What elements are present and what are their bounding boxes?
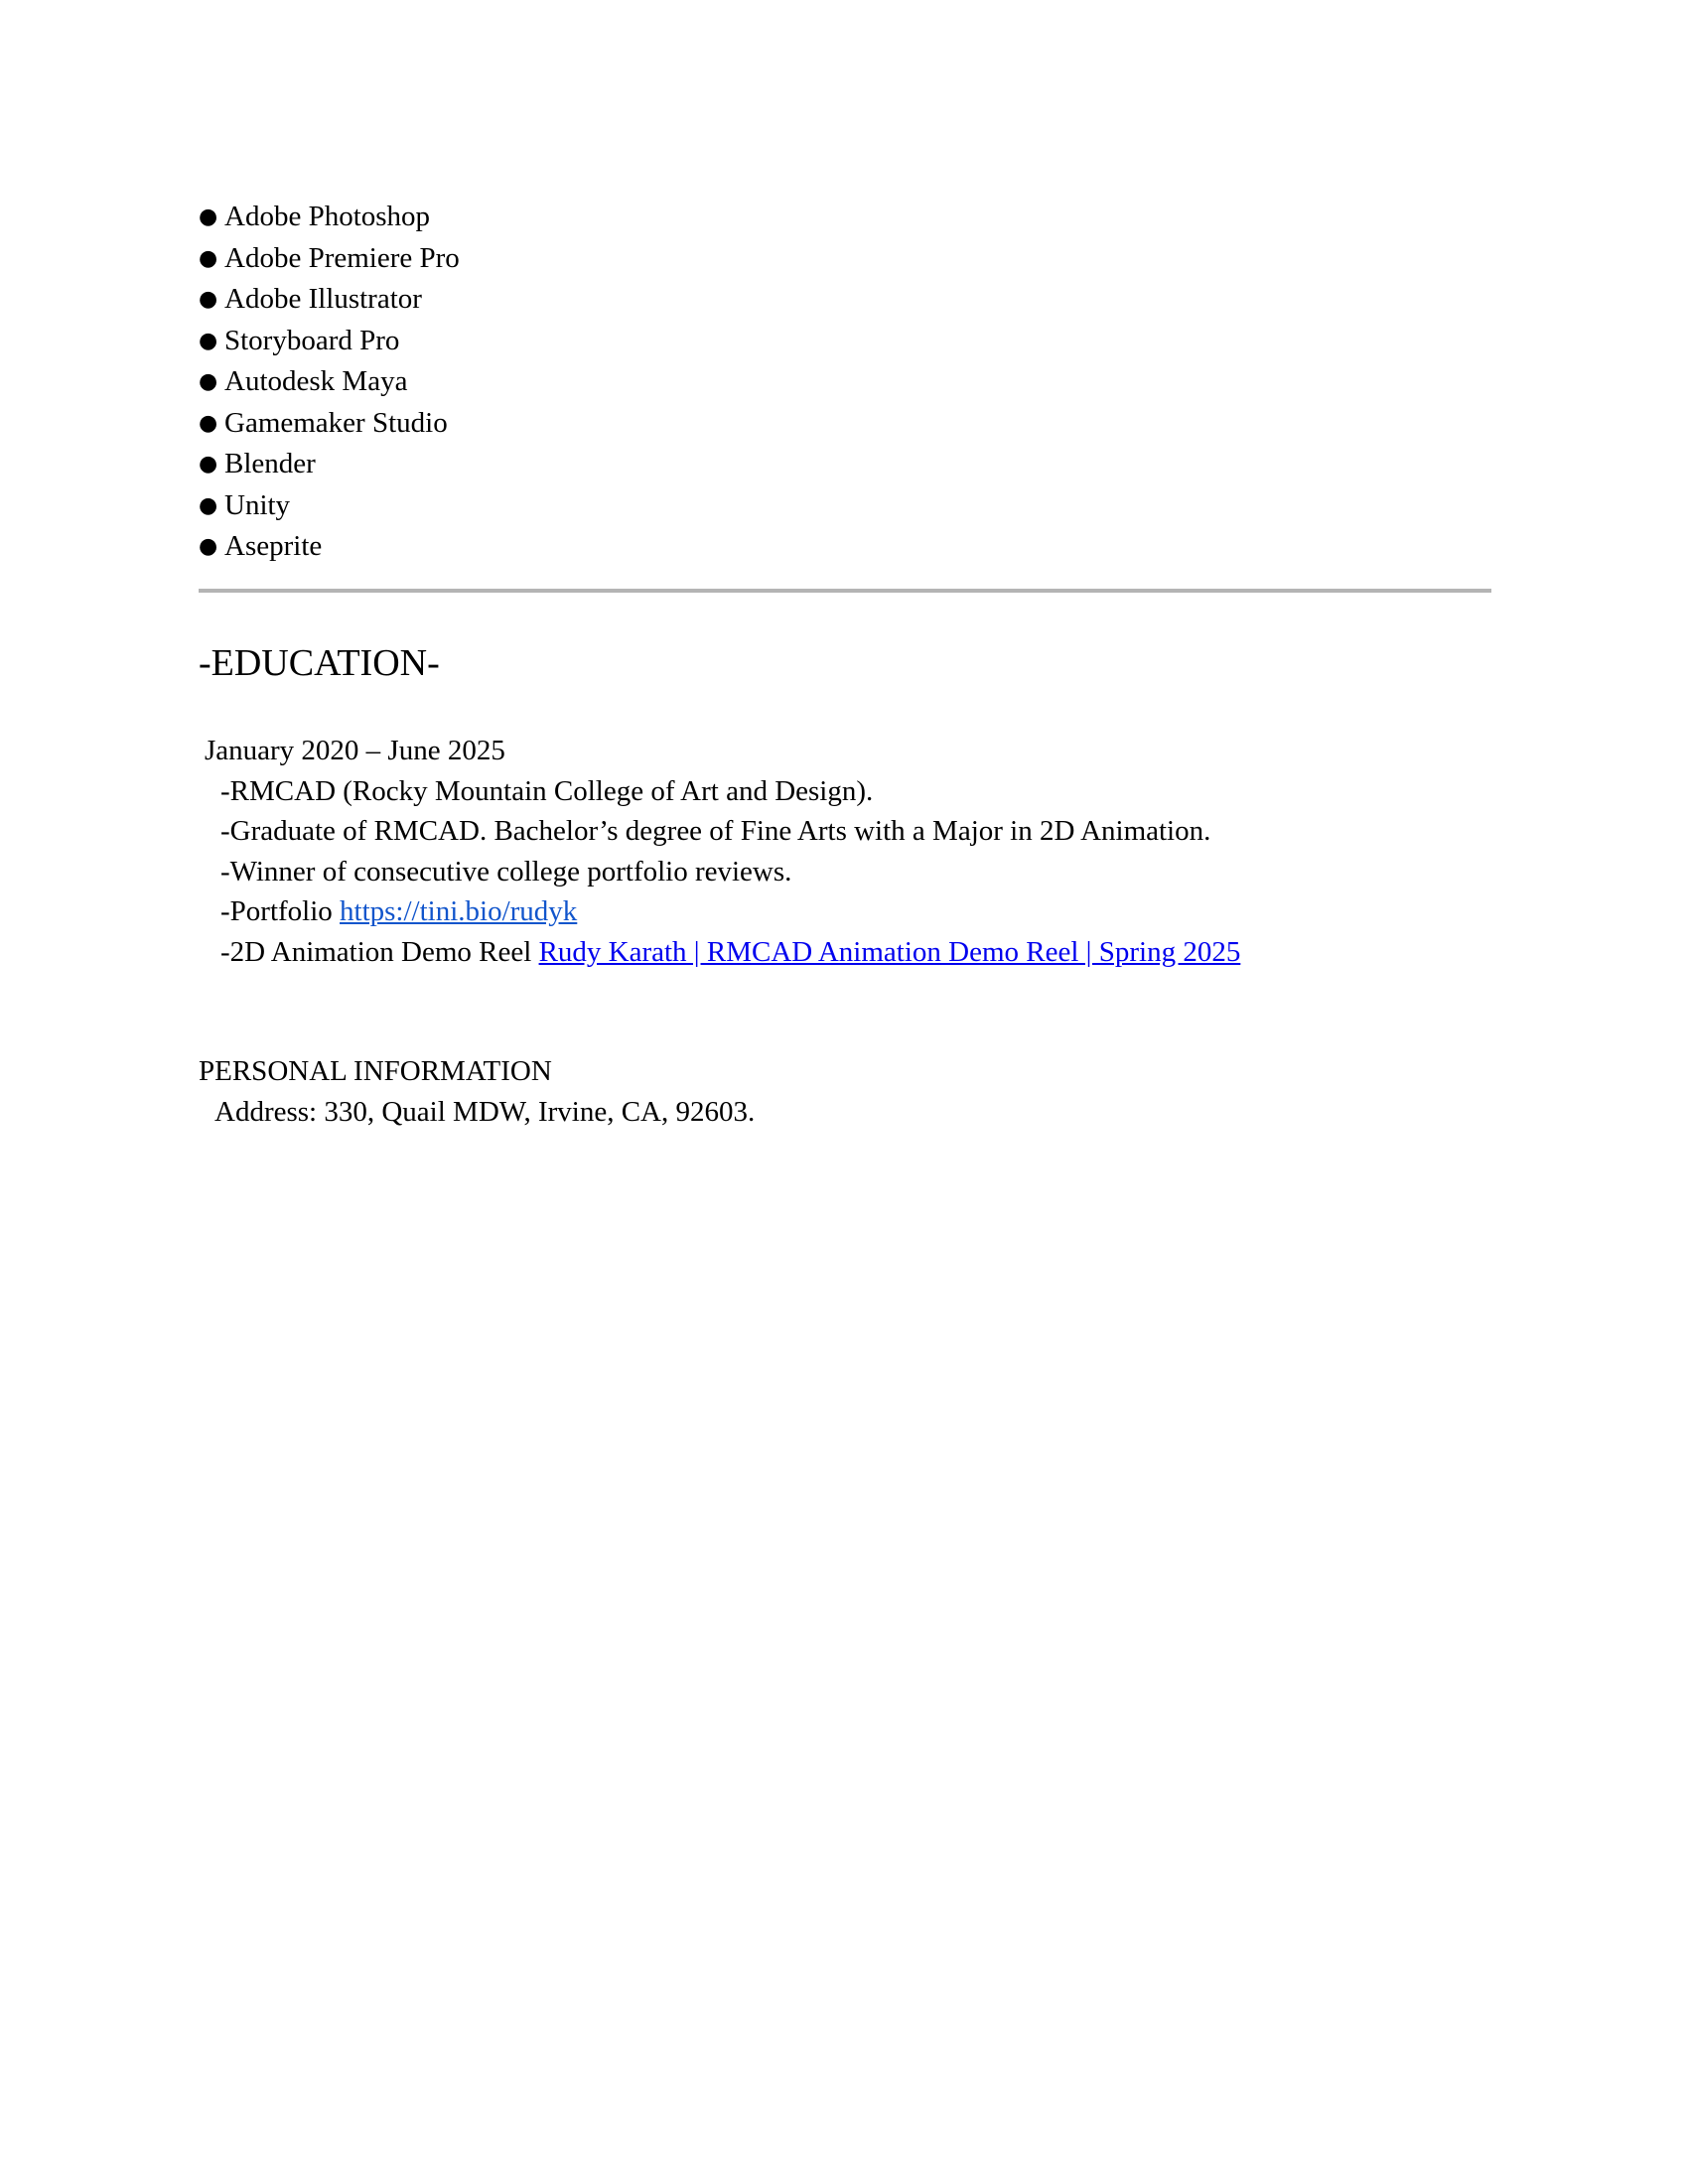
skill-label: Autodesk Maya xyxy=(224,365,408,397)
bullet-icon: ● xyxy=(199,410,218,436)
education-award: -Winner of consecutive college portfolio reviews. xyxy=(220,855,792,887)
bullet-icon: ● xyxy=(199,287,218,312)
skill-label: Blender xyxy=(224,448,316,479)
education-school: -RMCAD (Rocky Mountain College of Art and Design). xyxy=(220,774,874,807)
bullet-icon: ● xyxy=(199,369,218,394)
address-text: Address: 330, Quail MDW, Irvine, CA, 92603. xyxy=(214,1095,756,1128)
portfolio-link[interactable]: https://tini.bio/rudyk xyxy=(340,895,578,927)
skill-label: Adobe Premiere Pro xyxy=(224,241,460,274)
bullet-icon: ● xyxy=(199,534,218,559)
list-item xyxy=(199,444,460,485)
demo-reel-label: -2D Animation Demo Reel xyxy=(220,935,532,968)
list-item xyxy=(199,197,460,238)
education-entry xyxy=(205,731,1240,972)
education-heading: -EDUCATION- xyxy=(199,642,440,684)
portfolio-label: -Portfolio xyxy=(220,895,333,927)
list-item xyxy=(199,526,460,568)
bullet-icon: ● xyxy=(199,492,218,518)
demo-reel-link[interactable]: Rudy Karath | RMCAD Animation Demo Reel | Spring 2025 xyxy=(538,935,1241,968)
skill-label: Aseprite xyxy=(224,530,323,562)
personal-information-section xyxy=(199,1051,755,1132)
list-item xyxy=(199,361,460,403)
personal-information-heading: PERSONAL INFORMATION xyxy=(199,1055,552,1087)
software-skills-list xyxy=(199,197,460,568)
bullet-icon: ● xyxy=(199,245,218,271)
list-item xyxy=(199,279,460,321)
list-item xyxy=(199,321,460,362)
bullet-icon: ● xyxy=(199,328,218,353)
portfolio-line xyxy=(205,891,1240,932)
demo-reel-line xyxy=(205,932,1240,973)
section-divider xyxy=(199,589,1491,593)
skill-label: Unity xyxy=(224,488,291,521)
skill-label: Storyboard Pro xyxy=(224,324,400,356)
skill-label: Gamemaker Studio xyxy=(224,406,448,439)
bullet-icon: ● xyxy=(199,452,218,477)
education-dates: January 2020 – June 2025 xyxy=(205,735,505,766)
list-item xyxy=(199,403,460,445)
list-item xyxy=(199,238,460,280)
skill-label: Adobe Photoshop xyxy=(224,201,431,232)
bullet-icon: ● xyxy=(199,205,218,229)
list-item xyxy=(199,485,460,527)
skill-label: Adobe Illustrator xyxy=(224,283,422,315)
education-degree: -Graduate of RMCAD. Bachelor’s degree of Fine Arts with a Major in 2D Animation. xyxy=(220,815,1211,847)
